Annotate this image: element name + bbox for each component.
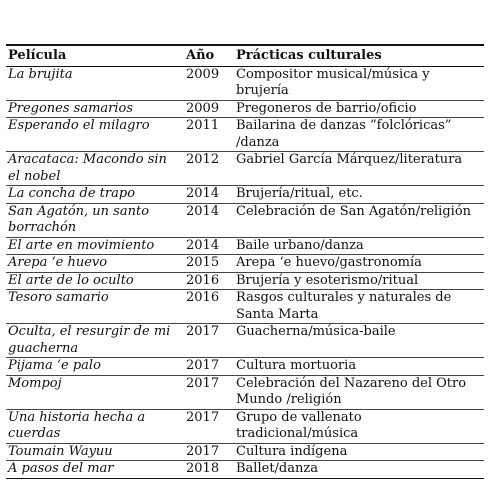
film-cell: Pregones samarios	[6, 100, 184, 118]
table-row	[6, 66, 484, 100]
year-cell: 2017	[184, 375, 234, 409]
year-cell: 2017	[184, 324, 234, 358]
table-row	[6, 272, 484, 290]
year-cell: 2014	[184, 237, 234, 255]
year-cell: 2016	[184, 290, 234, 324]
practices-cell: Pregoneros de barrio/oficio	[234, 100, 484, 118]
year-cell: 2015	[184, 255, 234, 273]
year-cell: 2009	[184, 66, 234, 100]
year-cell: 2016	[184, 272, 234, 290]
year-cell: 2018	[184, 461, 234, 479]
film-cell: Arepa ‘e huevo	[6, 255, 184, 273]
year-cell: 2014	[184, 186, 234, 204]
practices-cell: Bailarina de danzas “folclóricas” /danza	[234, 118, 484, 152]
year-cell: 2014	[184, 203, 234, 237]
year-cell: 2017	[184, 358, 234, 376]
film-cell: Toumain Wayuu	[6, 443, 184, 461]
practices-cell: Brujería y esoterismo/ritual	[234, 272, 484, 290]
practices-cell: Gabriel García Márquez/literatura	[234, 152, 484, 186]
year-cell: 2012	[184, 152, 234, 186]
table-row	[6, 358, 484, 376]
film-cell: El arte de lo oculto	[6, 272, 184, 290]
film-cell: Mompoj	[6, 375, 184, 409]
practices-cell: Grupo de vallenato tradicional/música	[234, 409, 484, 443]
table-row	[6, 118, 484, 152]
practices-cell: Cultura mortuoria	[234, 358, 484, 376]
film-cell: A pasos del mar	[6, 461, 184, 479]
table-row	[6, 461, 484, 479]
practices-cell: Arepa ‘e huevo/gastronomía	[234, 255, 484, 273]
table-row	[6, 375, 484, 409]
film-cell: Oculta, el resurgir de mi guacherna	[6, 324, 184, 358]
year-cell: 2017	[184, 443, 234, 461]
table-row	[6, 100, 484, 118]
practices-cell: Rasgos culturales y naturales de Santa Marta	[234, 290, 484, 324]
film-cell: Una historia hecha a cuerdas	[6, 409, 184, 443]
table-row	[6, 237, 484, 255]
table-row	[6, 290, 484, 324]
practices-cell: Compositor musical/música y brujería	[234, 66, 484, 100]
film-cell: La brujita	[6, 66, 184, 100]
table-row	[6, 324, 484, 358]
film-cell: La concha de trapo	[6, 186, 184, 204]
practices-cell: Guacherna/música-baile	[234, 324, 484, 358]
header-film: Película	[6, 45, 184, 66]
film-cell: Aracataca: Macondo sin el nobel	[6, 152, 184, 186]
table-header-row	[6, 45, 484, 66]
year-cell: 2017	[184, 409, 234, 443]
table-row	[6, 255, 484, 273]
table-body	[6, 66, 484, 478]
header-year: Año	[184, 45, 234, 66]
films-table	[6, 44, 484, 479]
header-practices: Prácticas culturales	[234, 45, 484, 66]
practices-cell: Cultura indígena	[234, 443, 484, 461]
year-cell: 2009	[184, 100, 234, 118]
table-row	[6, 152, 484, 186]
table-row	[6, 443, 484, 461]
table-row	[6, 203, 484, 237]
practices-cell: Brujería/ritual, etc.	[234, 186, 484, 204]
film-cell: El arte en movimiento	[6, 237, 184, 255]
table-row	[6, 186, 484, 204]
practices-cell: Celebración del Nazareno del Otro Mundo /religión	[234, 375, 484, 409]
film-cell: Tesoro samario	[6, 290, 184, 324]
film-cell: San Agatón, un santo borrachón	[6, 203, 184, 237]
practices-cell: Ballet/danza	[234, 461, 484, 479]
film-cell: Pijama ‘e palo	[6, 358, 184, 376]
practices-cell: Baile urbano/danza	[234, 237, 484, 255]
year-cell: 2011	[184, 118, 234, 152]
practices-cell: Celebración de San Agatón/religión	[234, 203, 484, 237]
film-cell: Esperando el milagro	[6, 118, 184, 152]
table-row	[6, 409, 484, 443]
